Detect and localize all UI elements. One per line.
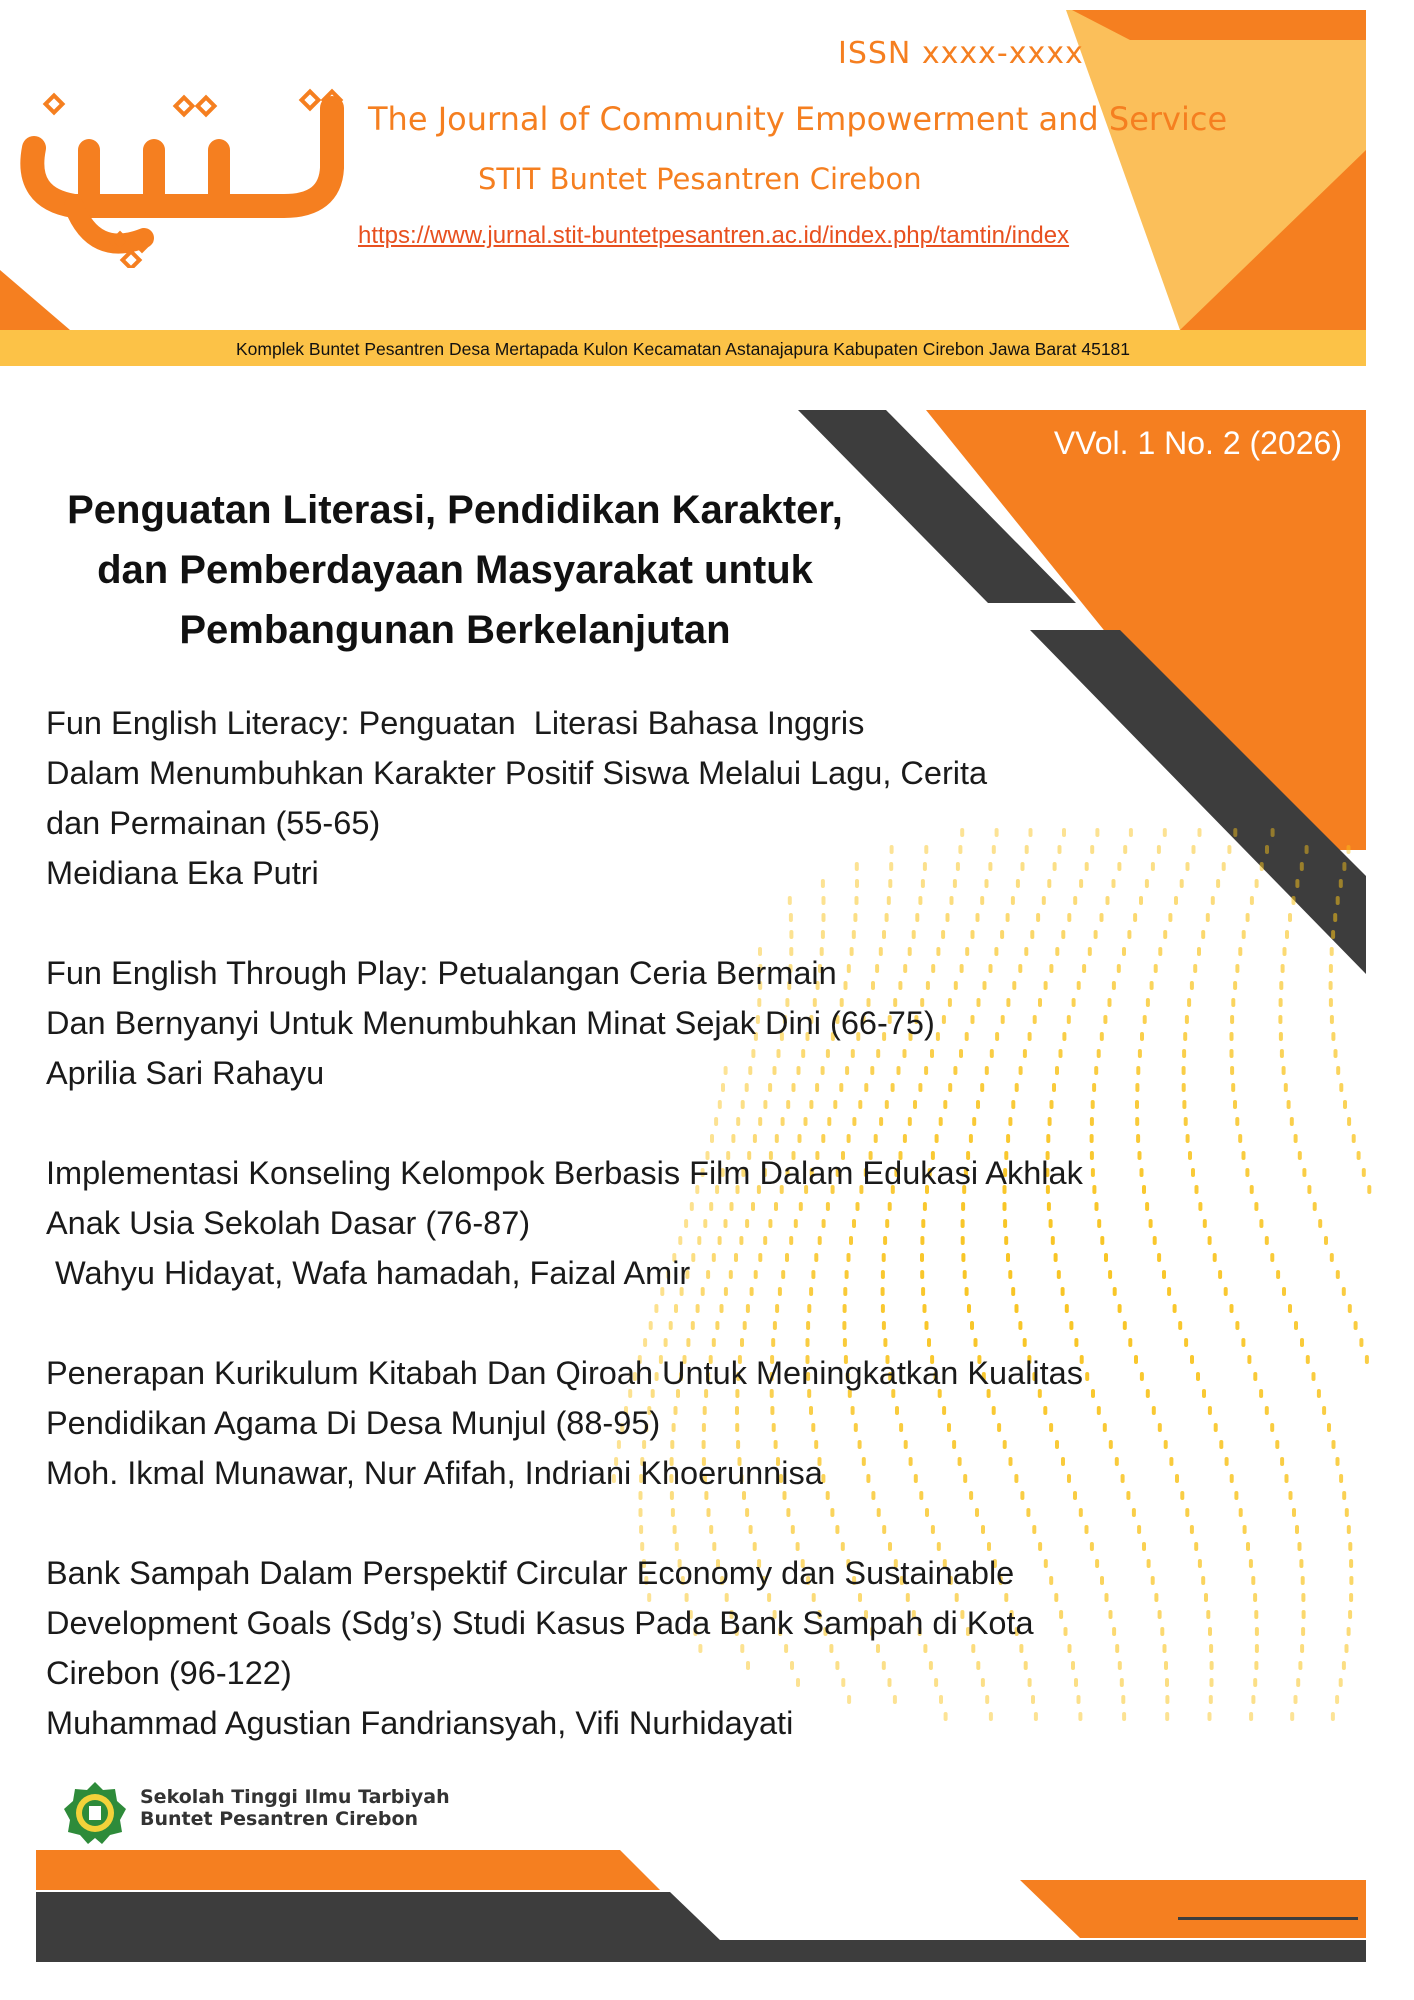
article-entry — [46, 1148, 1246, 1298]
article-authors: Wahyu Hidayat, Wafa hamadah, Faizal Amir — [46, 1255, 691, 1291]
wave-dot — [1300, 1644, 1304, 1653]
bottom-accent-line — [1178, 1917, 1358, 1920]
wave-dot — [1342, 1287, 1346, 1296]
header-left-triangle — [0, 270, 70, 330]
wave-dot — [1279, 1032, 1283, 1041]
footer-institution — [140, 1786, 450, 1830]
wave-dot — [1339, 1678, 1343, 1687]
wave-dot — [1255, 879, 1259, 888]
wave-dot — [1259, 1219, 1263, 1228]
wave-dot — [1255, 1644, 1259, 1653]
wave-dot — [1254, 1202, 1258, 1211]
wave-dot — [1318, 1219, 1322, 1228]
wave-dot — [1335, 1695, 1339, 1704]
wave-dot — [1330, 1015, 1334, 1024]
wave-dot — [1288, 913, 1292, 922]
wave-dot — [1251, 1695, 1255, 1704]
wave-dot — [1354, 1321, 1358, 1330]
wave-dot — [1281, 964, 1285, 973]
wave-dot — [1345, 1508, 1349, 1517]
wave-dot — [1347, 845, 1351, 854]
wave-dot — [1362, 1168, 1366, 1177]
article-entry — [46, 948, 1246, 1098]
wave-dot — [1282, 1287, 1286, 1296]
wave-dot — [1280, 1457, 1284, 1466]
wave-dot — [1349, 1559, 1353, 1568]
wave-dot — [1299, 1559, 1303, 1568]
wave-dot — [1292, 896, 1296, 905]
wave-dot — [1348, 1542, 1352, 1551]
wave-dot — [1322, 1406, 1326, 1415]
wave-dot — [1298, 1661, 1302, 1670]
wave-dot — [1342, 1661, 1346, 1670]
wave-dot — [1283, 947, 1287, 956]
wave-dot — [1279, 981, 1283, 990]
footer-institution-line: Sekolah Tinggi Ilmu Tarbiyah — [140, 1786, 450, 1808]
bottom-orange-band-left — [36, 1850, 660, 1890]
wave-dot — [1270, 1423, 1274, 1432]
issn-text: ISSN xxxx-xxxx — [838, 36, 1084, 71]
wave-dot — [1295, 1525, 1299, 1534]
wave-dot — [1359, 1338, 1363, 1347]
wave-dot — [1327, 1423, 1331, 1432]
wave-dot — [1347, 1525, 1351, 1534]
wave-dot — [1342, 862, 1346, 871]
wave-dot — [1282, 1066, 1286, 1075]
wave-dot — [1300, 862, 1304, 871]
wave-dot — [1357, 1151, 1361, 1160]
wave-dot — [1265, 1236, 1269, 1245]
wave-dot — [1348, 1610, 1352, 1619]
wave-dot — [1331, 930, 1335, 939]
wave-dot — [1352, 1134, 1356, 1143]
wave-dot — [1330, 1253, 1334, 1262]
wave-dot — [1305, 845, 1309, 854]
wave-dot — [1259, 1389, 1263, 1398]
article-title-line: Pendidikan Agama Di Desa Munjul (88-95) — [46, 1405, 661, 1441]
wave-dot — [1339, 1083, 1343, 1092]
wave-dot — [1245, 1168, 1249, 1177]
wave-dot — [1250, 896, 1254, 905]
wave-dot — [1301, 1627, 1305, 1636]
wave-dot — [1336, 1066, 1340, 1075]
wave-dot — [1331, 1032, 1335, 1041]
wave-dot — [1339, 879, 1343, 888]
wave-dot — [1336, 1457, 1340, 1466]
wave-dot — [1270, 1253, 1274, 1262]
wave-dot — [1247, 1355, 1251, 1364]
article-title-line: Anak Usia Sekolah Dasar (76-87) — [46, 1205, 531, 1241]
stit-emblem-icon — [62, 1780, 128, 1846]
wave-dot — [1280, 1049, 1284, 1058]
wave-dot — [1265, 1406, 1269, 1415]
wave-dot — [1349, 1593, 1353, 1602]
wave-dot — [1300, 1338, 1304, 1347]
wave-dot — [1276, 1270, 1280, 1279]
wave-dot — [1336, 896, 1340, 905]
wave-dot — [1250, 1185, 1254, 1194]
wave-dot — [1254, 1661, 1258, 1670]
wave-dot — [1329, 964, 1333, 973]
wave-dot — [1347, 1117, 1351, 1126]
article-title-line: Bank Sampah Dalam Perspektif Circular Economy dan Sustainable — [46, 1555, 1015, 1591]
wave-dot — [1307, 1185, 1311, 1194]
wave-dot — [1336, 1270, 1340, 1279]
journal-url-link[interactable]: https://www.jurnal.stit-buntetpesantren.ac.id/index.php/tamtin/index — [358, 222, 1070, 249]
article-entry — [46, 1548, 1246, 1748]
article-authors: Meidiana Eka Putri — [46, 855, 319, 891]
wave-dot — [1279, 998, 1283, 1007]
wave-dot — [1253, 1593, 1257, 1602]
article-title-line: dan Permainan (55-65) — [46, 805, 381, 841]
wave-dot — [1289, 1491, 1293, 1500]
wave-dot — [1306, 1355, 1310, 1364]
wave-dot — [1290, 1712, 1294, 1721]
wave-dot — [1249, 1559, 1253, 1568]
bottom-orange-band-right — [1020, 1880, 1366, 1938]
article-title-line: Penerapan Kurikulum Kitabah Dan Qiroah Untuk Meningkatkan Kualitas — [46, 1355, 1083, 1391]
wave-dot — [1294, 1321, 1298, 1330]
wave-dot — [1265, 845, 1269, 854]
journal-institution: STIT Buntet Pesantren Cirebon — [478, 162, 922, 196]
wave-dot — [1278, 1015, 1282, 1024]
wave-dot — [1285, 930, 1289, 939]
article-entry — [46, 698, 1246, 898]
wave-dot — [1249, 1712, 1253, 1721]
tamtin-logo — [14, 88, 344, 268]
wave-dot — [1253, 1372, 1257, 1381]
wave-dot — [1294, 1134, 1298, 1143]
wave-dot — [1295, 879, 1299, 888]
wave-dot — [1329, 981, 1333, 990]
wave-dot — [1301, 1593, 1305, 1602]
wave-dot — [1334, 1049, 1338, 1058]
wave-dot — [1285, 1474, 1289, 1483]
wave-dot — [1332, 1440, 1336, 1449]
wave-dot — [1331, 1712, 1335, 1721]
wave-dot — [1290, 1117, 1294, 1126]
wave-dot — [1347, 1627, 1351, 1636]
wave-dot — [1246, 1542, 1250, 1551]
wave-dot — [1253, 1678, 1257, 1687]
wave-dot — [1255, 1627, 1259, 1636]
wave-dot — [1298, 1542, 1302, 1551]
wave-dot — [1330, 947, 1334, 956]
wave-dot — [1313, 1202, 1317, 1211]
article-title-line: Development Goals (Sdg’s) Studi Kasus Pada Bank Sampah di Kota — [46, 1605, 1034, 1641]
volume-label: VVol. 1 No. 2 (2026) — [1053, 425, 1342, 461]
wave-dot — [1284, 1083, 1288, 1092]
theme-title-line: Pembangunan Berkelanjutan — [179, 608, 731, 652]
wave-dot — [1324, 1236, 1328, 1245]
wave-dot — [1317, 1389, 1321, 1398]
wave-dot — [1349, 1576, 1353, 1585]
wave-dot — [1342, 1491, 1346, 1500]
wave-dot — [1365, 1355, 1369, 1364]
wave-dot — [1343, 1100, 1347, 1109]
article-title-line: Cirebon (96-122) — [46, 1655, 292, 1691]
article-title-line: Dan Bernyanyi Untuk Menumbuhkan Minat Sejak Dini (66-75) — [46, 1005, 935, 1041]
article-title-line: Implementasi Konseling Kelompok Berbasis Film Dalam Edukasi Akhlak — [46, 1155, 1083, 1191]
wave-dot — [1301, 1576, 1305, 1585]
wave-dot — [1292, 1508, 1296, 1517]
wave-dot — [1298, 1151, 1302, 1160]
wave-dot — [1296, 1678, 1300, 1687]
wave-dot — [1251, 1576, 1255, 1585]
theme-title-line: Penguatan Literasi, Pendidikan Karakter, — [67, 488, 843, 532]
wave-dot — [1333, 913, 1337, 922]
wave-dot — [1271, 828, 1275, 837]
footer-institution-line: Buntet Pesantren Cirebon — [140, 1808, 419, 1830]
journal-title: The Journal of Community Empowerment and Service — [368, 100, 1228, 138]
wave-dot — [1367, 1185, 1371, 1194]
wave-dot — [1294, 1695, 1298, 1704]
article-title-line: Fun English Literacy: Penguatan Literasi Bahasa Inggris — [46, 705, 865, 741]
wave-dot — [1348, 1304, 1352, 1313]
wave-dot — [1302, 1168, 1306, 1177]
address-text: Komplek Buntet Pesantren Desa Mertapada Kulon Kecamatan Astanajapura Kabupaten Cirebon Jawa Barat 45181 — [235, 339, 1131, 359]
wave-dot — [1339, 1474, 1343, 1483]
wave-dot — [1287, 1100, 1291, 1109]
wave-dot — [1275, 1440, 1279, 1449]
wave-dot — [1260, 862, 1264, 871]
wave-dot — [1254, 1610, 1258, 1619]
wave-dot — [1246, 913, 1250, 922]
theme-title — [20, 480, 890, 660]
wave-dot — [1312, 1372, 1316, 1381]
wave-dot — [1302, 1610, 1306, 1619]
article-authors: Aprilia Sari Rahayu — [46, 1055, 325, 1091]
article-list — [46, 698, 1246, 1798]
theme-title-line: dan Pemberdayaan Masyarakat untuk — [97, 548, 813, 592]
article-authors: Muhammad Agustian Fandriansyah, Vifi Nurhidayati — [46, 1705, 794, 1741]
wave-dot — [1288, 1304, 1292, 1313]
article-title-line: Dalam Menumbuhkan Karakter Positif Siswa Melalui Lagu, Cerita — [46, 755, 988, 791]
wave-dot — [1329, 998, 1333, 1007]
article-authors: Moh. Ikmal Munawar, Nur Afifah, Indriani Khoerunnisa — [46, 1455, 823, 1491]
article-title-line: Fun English Through Play: Petualangan Ceria Bermain — [46, 955, 837, 991]
article-entry — [46, 1348, 1246, 1498]
wave-dot — [1345, 1644, 1349, 1653]
